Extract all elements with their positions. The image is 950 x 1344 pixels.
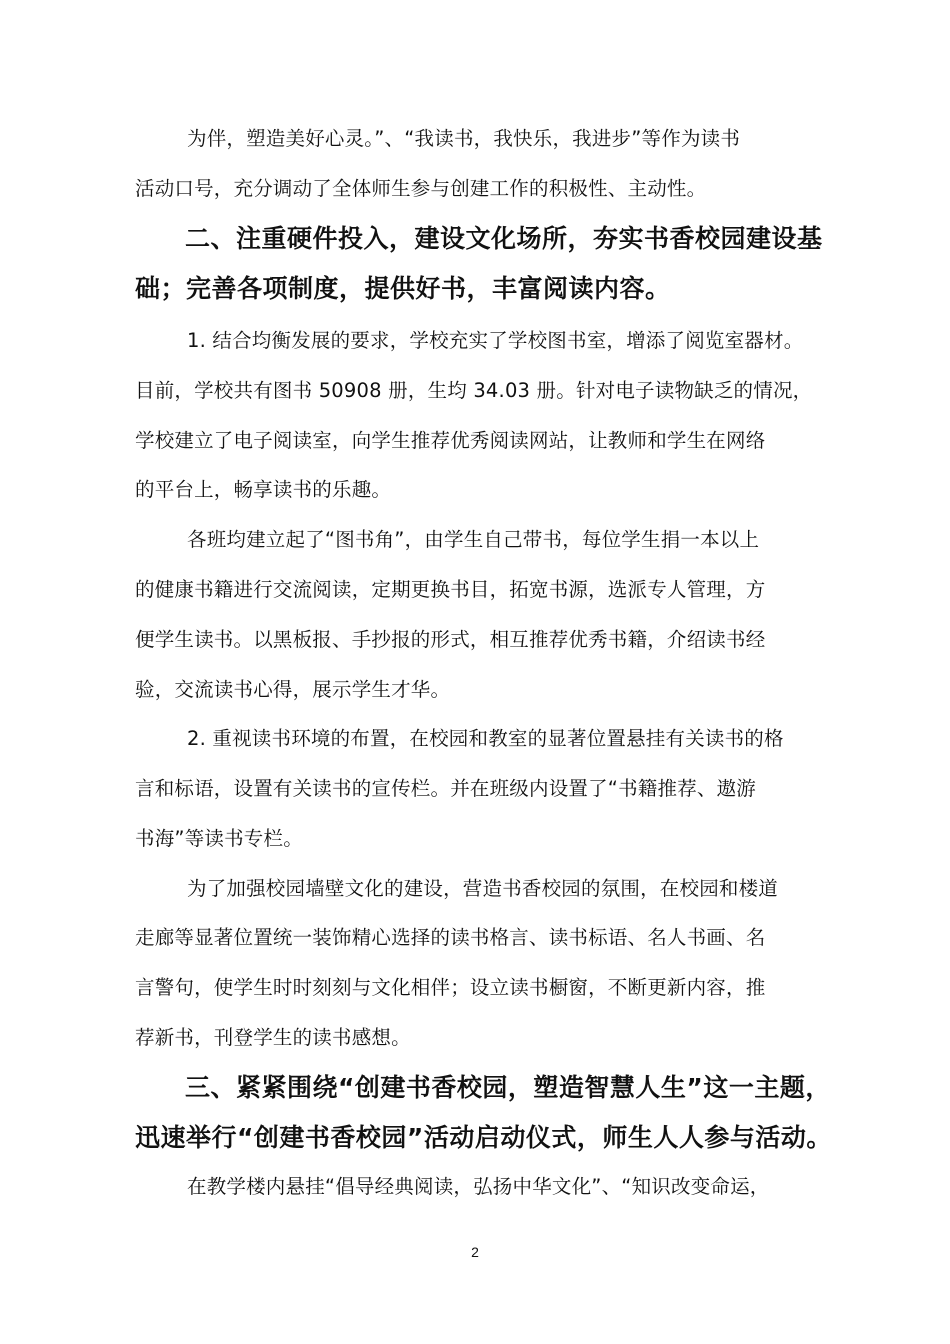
body-line: 验，交流读书心得，展示学生才华。 — [135, 678, 451, 701]
body-line: 走廊等显著位置统一装饰精心选择的读书格言、读书标语、名人书画、名 — [135, 926, 766, 949]
body-line: 目前，学校共有图书 50908 册，生均 34.03 册。针对电子读物缺乏的情况， — [135, 379, 813, 402]
body-line: 言警句，使学生时时刻刻与文化相伴；设立读书橱窗，不断更新内容，推 — [135, 976, 766, 999]
body-line: 书海”等读书专栏。 — [135, 827, 303, 850]
body-line: 各班均建立起了“图书角”，由学生自己带书，每位学生捐一本以上 — [187, 528, 760, 551]
section-heading: 迅速举行“创建书香校园”活动启动仪式，师生人人参与活动。 — [135, 1123, 832, 1152]
body-line: 2. 重视读书环境的布置，在校园和教室的显著位置悬挂有关读书的格 — [187, 727, 784, 750]
body-line: 便学生读书。以黑板报、手抄报的形式，相互推荐优秀书籍，介绍读书经 — [135, 628, 766, 651]
body-line: 为伴，塑造美好心灵。”、“我读书，我快乐，我进步”等作为读书 — [187, 127, 741, 150]
section-heading: 三、紧紧围绕“创建书香校园，塑造智慧人生”这一主题， — [185, 1073, 831, 1102]
body-line: 的健康书籍进行交流阅读，定期更换书目，拓宽书源，选派专人管理，方 — [135, 578, 766, 601]
body-line: 活动口号，充分调动了全体师生参与创建工作的积极性、主动性。 — [135, 177, 707, 200]
body-line: 1. 结合均衡发展的要求，学校充实了学校图书室，增添了阅览室器材。 — [187, 329, 804, 352]
section-heading: 二、注重硬件投入，建设文化场所，夯实书香校园建设基 — [185, 224, 823, 253]
body-line: 学校建立了电子阅读室，向学生推荐优秀阅读网站，让教师和学生在网络 — [135, 429, 766, 452]
body-line: 荐新书，刊登学生的读书感想。 — [135, 1026, 411, 1049]
page-number: 2 — [471, 1244, 479, 1260]
body-line: 在教学楼内悬挂“倡导经典阅读，弘扬中华文化”、“知识改变命运， — [187, 1175, 770, 1198]
body-line: 言和标语，设置有关读书的宣传栏。并在班级内设置了“书籍推荐、遨游 — [135, 777, 757, 800]
body-line: 为了加强校园墙壁文化的建设，营造书香校园的氛围，在校园和楼道 — [187, 877, 779, 900]
section-heading: 础；完善各项制度，提供好书，丰富阅读内容。 — [135, 274, 671, 303]
body-line: 的平台上，畅享读书的乐趣。 — [135, 478, 392, 501]
